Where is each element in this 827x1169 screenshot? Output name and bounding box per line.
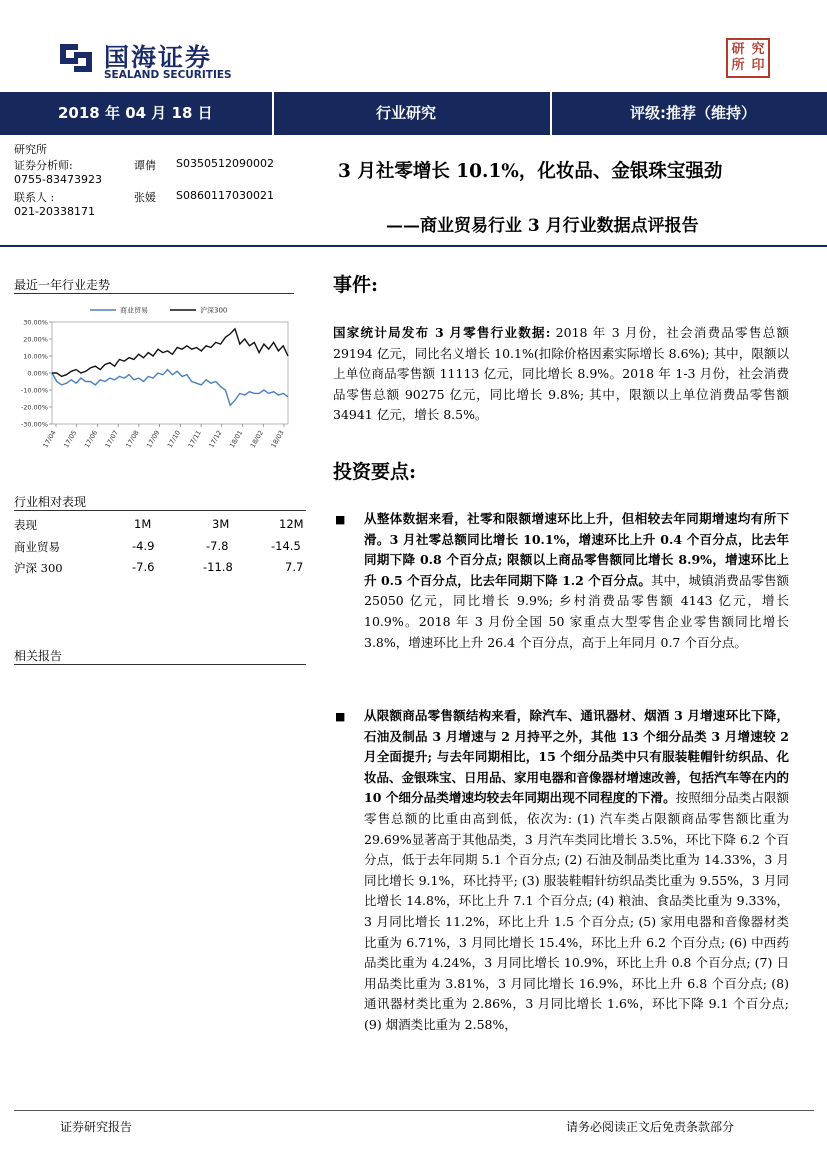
event-heading: 事件:: [333, 274, 379, 296]
analyst-label: 证券分析师:: [14, 159, 73, 172]
y-tick-label: -30.00%: [20, 420, 48, 429]
perf-label: 行业相对表现: [14, 495, 87, 509]
footer-disclaimer: 请务必阅读正文后免责条款部分: [566, 1120, 735, 1134]
dept-label: 研究所: [14, 143, 47, 156]
divider: [14, 664, 306, 665]
y-tick-label: 30.00%: [23, 318, 48, 327]
y-tick-label: 10.00%: [23, 352, 48, 361]
bullet-paragraph: 从限额商品零售额结构来看，除汽车、通讯器材、烟酒 3 月增速环比下降，石油及制品 3 月增速与 2 月持平之外，其他 13 个细分品类 3 月增速较 2 月全面提升; 与去年同期相比，15 个细分品类中只有服装鞋帽针纺织品、化妆品、金银珠宝、日用品、家用电器和音像器材增速改善，包括汽车等在内的 10 个细分品类增速均较去年同期出现不同程度的下滑。按照细分品类占限额零售总额的比重由高到低，依次为: (1) 汽车类占限额商品零售额比重为 29.69%显著高于其他品类，3 月汽车类同比增长 3.5%，环比下降 6.2 个百分点，低于去年同期 5.1 个百分点; (2) 石油及制品类比重为 14.33%，3 月同比增长 9.1%，环比持平; (3) 服装鞋帽针纺织品类比重为 9.55%，3 月同比增长 14.8%，环比上升 7.1 个百分点; (4) 粮油、食品类比重为 9.33%，3 月同比增长 11.2%，环比上升 1.5 个百分点; (5) 家用电器和音像器材类比重为 6.71%，3 月同比增长 15.4%，环比上升 6.2 个百分点; (6) 中西药品类比重为 4.24%，3 月同比增长 10.9%，环比上升 0.8 个百分点; (7) 日用品类比重为 3.81%，3 月同比增长 16.9%，环比上升 6.8 个百分点; (8) 通讯器材类比重为 2.86%，3 月同比增长 1.6%，环比下降 9.1 个百分点; (9) 烟酒类比重为 2.58%，: [364, 708, 790, 1032]
bullet-icon: ■: [335, 710, 346, 723]
contact-name: 张媛: [134, 191, 156, 204]
table-header: 3M: [212, 517, 230, 531]
bullet-paragraph: 从整体数据来看，社零和限额增速环比上升，但相较去年同期增速均有所下滑。3 月社零总额同比增长 10.1%，增速环比上升 0.4 个百分点，比去年同期下降 0.8 个百分点; 限额以上商品零售额同比增长 8.9%，增速环比上升 0.5 个百分点，比去年同期下降 1.2 个百分点。其中，城镇消费品零售额 25050 亿元，同比增长 9.9%; 乡村消费品零售额 4143 亿元，增长 10.9%。2018 年 3 月份全国 50 家重点大型零售企业零售额同比增长 3.8%，增速环比上升 26.4 个百分点，高于上年同月 0.7 个百分点。: [364, 511, 789, 650]
table-cell: -7.8: [206, 539, 229, 553]
logo-english: SEALAND SECURITIES: [104, 69, 232, 81]
table-cell: -7.6: [132, 560, 155, 574]
table-header: 表现: [14, 518, 37, 532]
table-cell: -4.9: [132, 539, 155, 553]
divider: [14, 510, 306, 511]
header-rule: [0, 245, 827, 247]
x-tick-label: 17/12: [207, 429, 224, 450]
x-tick-label: 17/11: [186, 429, 203, 450]
table-cell: -11.8: [203, 560, 233, 574]
points-heading: 投资要点:: [333, 461, 417, 483]
trend-chart: [10, 298, 300, 458]
contact-id: S0860117030021: [176, 189, 274, 202]
x-tick-label: 17/05: [62, 429, 79, 450]
analyst-id: S0350512090002: [176, 157, 274, 170]
divider: [272, 92, 274, 135]
divider: [550, 92, 552, 135]
contact-phone: 021-20338171: [14, 205, 95, 218]
sealand-logo-icon: [56, 38, 96, 78]
table-cell: 沪深 300: [14, 561, 63, 575]
bullet-icon: ■: [335, 513, 346, 526]
x-tick-label: 17/10: [165, 429, 183, 450]
x-tick-label: 17/07: [103, 429, 120, 450]
table-header: 1M: [134, 517, 152, 531]
report-date: 2018 年 04 月 18 日: [58, 104, 213, 122]
trend-label: 最近一年行业走势: [14, 278, 111, 292]
table-header: 12M: [279, 517, 304, 531]
series-line-commerce: [52, 370, 288, 406]
series-line-hs300: [52, 329, 288, 377]
research-seal: 研 究 所 印: [726, 38, 770, 78]
main-title: 3 月社零增长 10.1%，化妆品、金银珠宝强劲: [338, 161, 723, 182]
y-tick-label: -10.00%: [20, 386, 48, 395]
x-tick-label: 17/06: [82, 429, 100, 450]
y-tick-label: 0.00%: [27, 369, 48, 378]
x-tick-label: 18/01: [227, 429, 245, 450]
report-category: 行业研究: [376, 104, 437, 122]
legend-label: 沪深300: [200, 306, 228, 315]
divider: [14, 293, 294, 294]
rating: 评级:推荐（维持）: [630, 104, 756, 122]
related-label: 相关报告: [14, 649, 63, 663]
footer-rule: [14, 1110, 814, 1111]
analyst-name: 谭倩: [134, 159, 156, 172]
y-tick-label: -20.00%: [20, 403, 48, 412]
x-tick-label: 17/08: [124, 429, 141, 450]
footer-left: 证券研究报告: [60, 1120, 133, 1134]
x-tick-label: 17/04: [41, 429, 58, 450]
logo-text: 国海证券: [104, 43, 213, 72]
analyst-phone: 0755-83473923: [14, 173, 102, 186]
legend-label: 商业贸易: [120, 306, 148, 315]
x-tick-label: 17/09: [145, 429, 162, 450]
table-cell: 商业贸易: [14, 540, 60, 554]
x-tick-label: 18/02: [248, 429, 266, 450]
event-paragraph: 国家统计局发布 3 月零售行业数据: 2018 年 3 月份，社会消费品零售总额 29194 亿元，同比名义增长 10.1%(扣除价格因素实际增长 8.6%); 其中，限额以上单位商品零售额 11113 亿元，同比增长 8.9%。2018 年 1-3 月份，社会消费品零售总额 90275 亿元，同比增长 9.8%; 其中，限额以上单位消费品零售额 34941 亿元，增长 8.5%。: [333, 325, 789, 423]
table-cell: 7.7: [285, 560, 304, 574]
table-cell: -14.5: [271, 539, 301, 553]
y-tick-label: 20.00%: [23, 335, 48, 344]
x-tick-label: 18/03: [269, 429, 286, 450]
contact-label: 联系人 :: [14, 191, 55, 204]
sub-title: ——商业贸易行业 3 月行业数据点评报告: [386, 216, 699, 236]
